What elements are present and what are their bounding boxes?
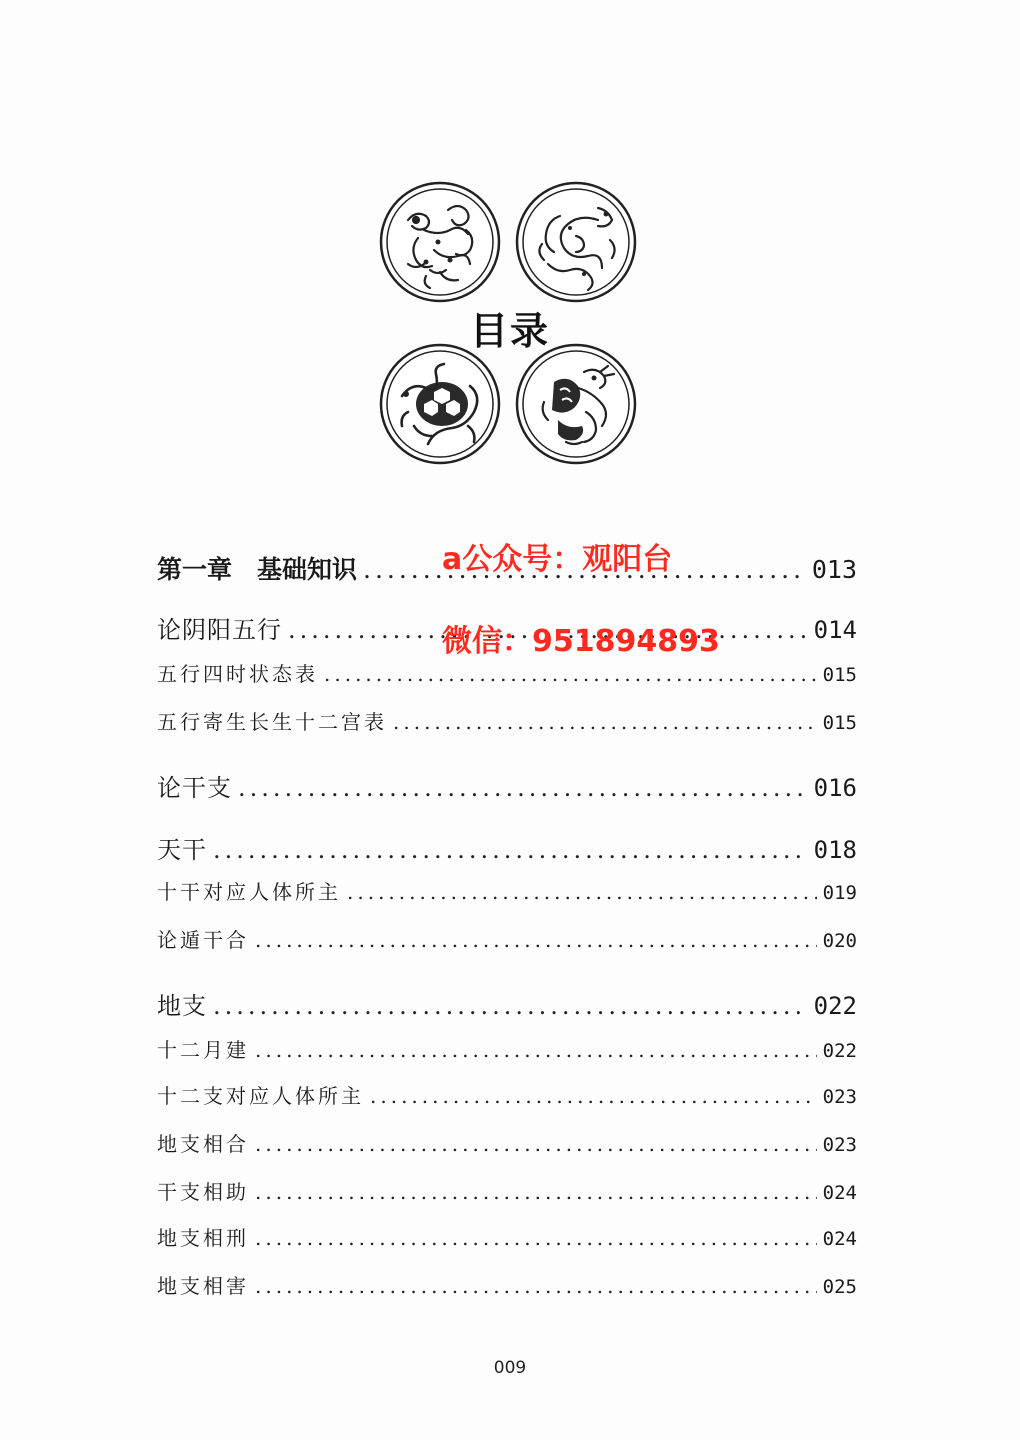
toc-leader-dots xyxy=(255,1132,817,1156)
toc-entry-page: 016 xyxy=(813,774,857,802)
toc-entry[interactable] xyxy=(157,1080,857,1109)
toc-entry[interactable] xyxy=(157,830,857,865)
emblem-group xyxy=(0,0,1020,480)
toc-entry-label: 地支 xyxy=(157,992,207,1020)
toc-entry-label: 五行四时状态表 xyxy=(157,662,318,686)
toc-entry-page: 015 xyxy=(822,712,857,734)
toc-leader-dots xyxy=(370,1084,817,1108)
toc-entry-label: 地支相合 xyxy=(157,1132,249,1156)
toc-entry-page: 020 xyxy=(822,930,857,952)
toc-entry-page: 013 xyxy=(811,555,857,584)
toc-leader-dots xyxy=(213,992,808,1020)
toc-entry[interactable] xyxy=(157,706,857,735)
toc-entry-label: 地支相害 xyxy=(157,1274,249,1298)
toc-leader-dots xyxy=(255,1226,817,1250)
toc-entry-page: 022 xyxy=(813,992,857,1020)
toc-entry[interactable] xyxy=(157,1176,857,1205)
toc-leader-dots xyxy=(324,662,817,686)
dragon-emblem xyxy=(514,180,638,304)
toc-leader-dots xyxy=(255,1038,817,1062)
toc-entry[interactable] xyxy=(157,658,857,687)
toc-entry-page: 019 xyxy=(822,882,857,904)
toc-leader-dots xyxy=(347,880,817,904)
tiger-emblem xyxy=(378,180,502,304)
toc-entry[interactable] xyxy=(157,1034,857,1063)
toc-leader-dots xyxy=(255,1180,817,1204)
toc-entry-page: 024 xyxy=(822,1228,857,1250)
toc-entry-label: 地支相刑 xyxy=(157,1226,249,1250)
watermark-line-1: a公众号：观阳台 xyxy=(442,542,673,577)
toc-entry-label: 天干 xyxy=(157,836,207,864)
toc-entry-label: 干支相助 xyxy=(157,1180,249,1204)
toc-entry-label: 论干支 xyxy=(157,774,232,802)
toc-entry-label: 论遁干合 xyxy=(157,928,249,952)
toc-leader-dots xyxy=(393,710,817,734)
toc-entry-page: 015 xyxy=(822,664,857,686)
toc-entry[interactable] xyxy=(157,1222,857,1251)
toc-entry-page: 023 xyxy=(822,1134,857,1156)
toc-entry-page: 024 xyxy=(822,1182,857,1204)
toc-entry[interactable] xyxy=(157,768,857,803)
page-number: 009 xyxy=(493,1358,527,1378)
phoenix-emblem xyxy=(514,342,638,466)
toc-entry-label: 十二月建 xyxy=(157,1038,249,1062)
toc-entry-page: 025 xyxy=(822,1276,857,1298)
toc-leader-dots xyxy=(255,928,817,952)
toc-entry[interactable] xyxy=(157,876,857,905)
watermark-line-2: 微信：951894893 xyxy=(442,624,720,659)
toc-entry[interactable] xyxy=(157,924,857,953)
toc-entry-page: 022 xyxy=(822,1040,857,1062)
toc-entry-label: 十二支对应人体所主 xyxy=(157,1084,364,1108)
toc-leader-dots xyxy=(213,836,808,864)
toc-entry[interactable] xyxy=(157,1128,857,1157)
toc-leader-dots xyxy=(255,1274,817,1298)
toc-entry[interactable] xyxy=(157,986,857,1021)
toc-entry-label: 五行寄生长生十二宫表 xyxy=(157,710,387,734)
toc-entry-label: 第一章 基础知识 xyxy=(157,555,358,584)
toc-entry[interactable] xyxy=(157,1270,857,1299)
toc-leader-dots xyxy=(238,774,808,802)
toc-entry-label: 论阴阳五行 xyxy=(157,616,282,644)
toc-entry-page: 014 xyxy=(813,616,857,644)
toc-entry-page: 018 xyxy=(813,836,857,864)
toc-entry-label: 十干对应人体所主 xyxy=(157,880,341,904)
toc-entry-page: 023 xyxy=(822,1086,857,1108)
page-title: 目录 xyxy=(469,309,550,353)
tortoise-snake-emblem xyxy=(378,342,502,466)
